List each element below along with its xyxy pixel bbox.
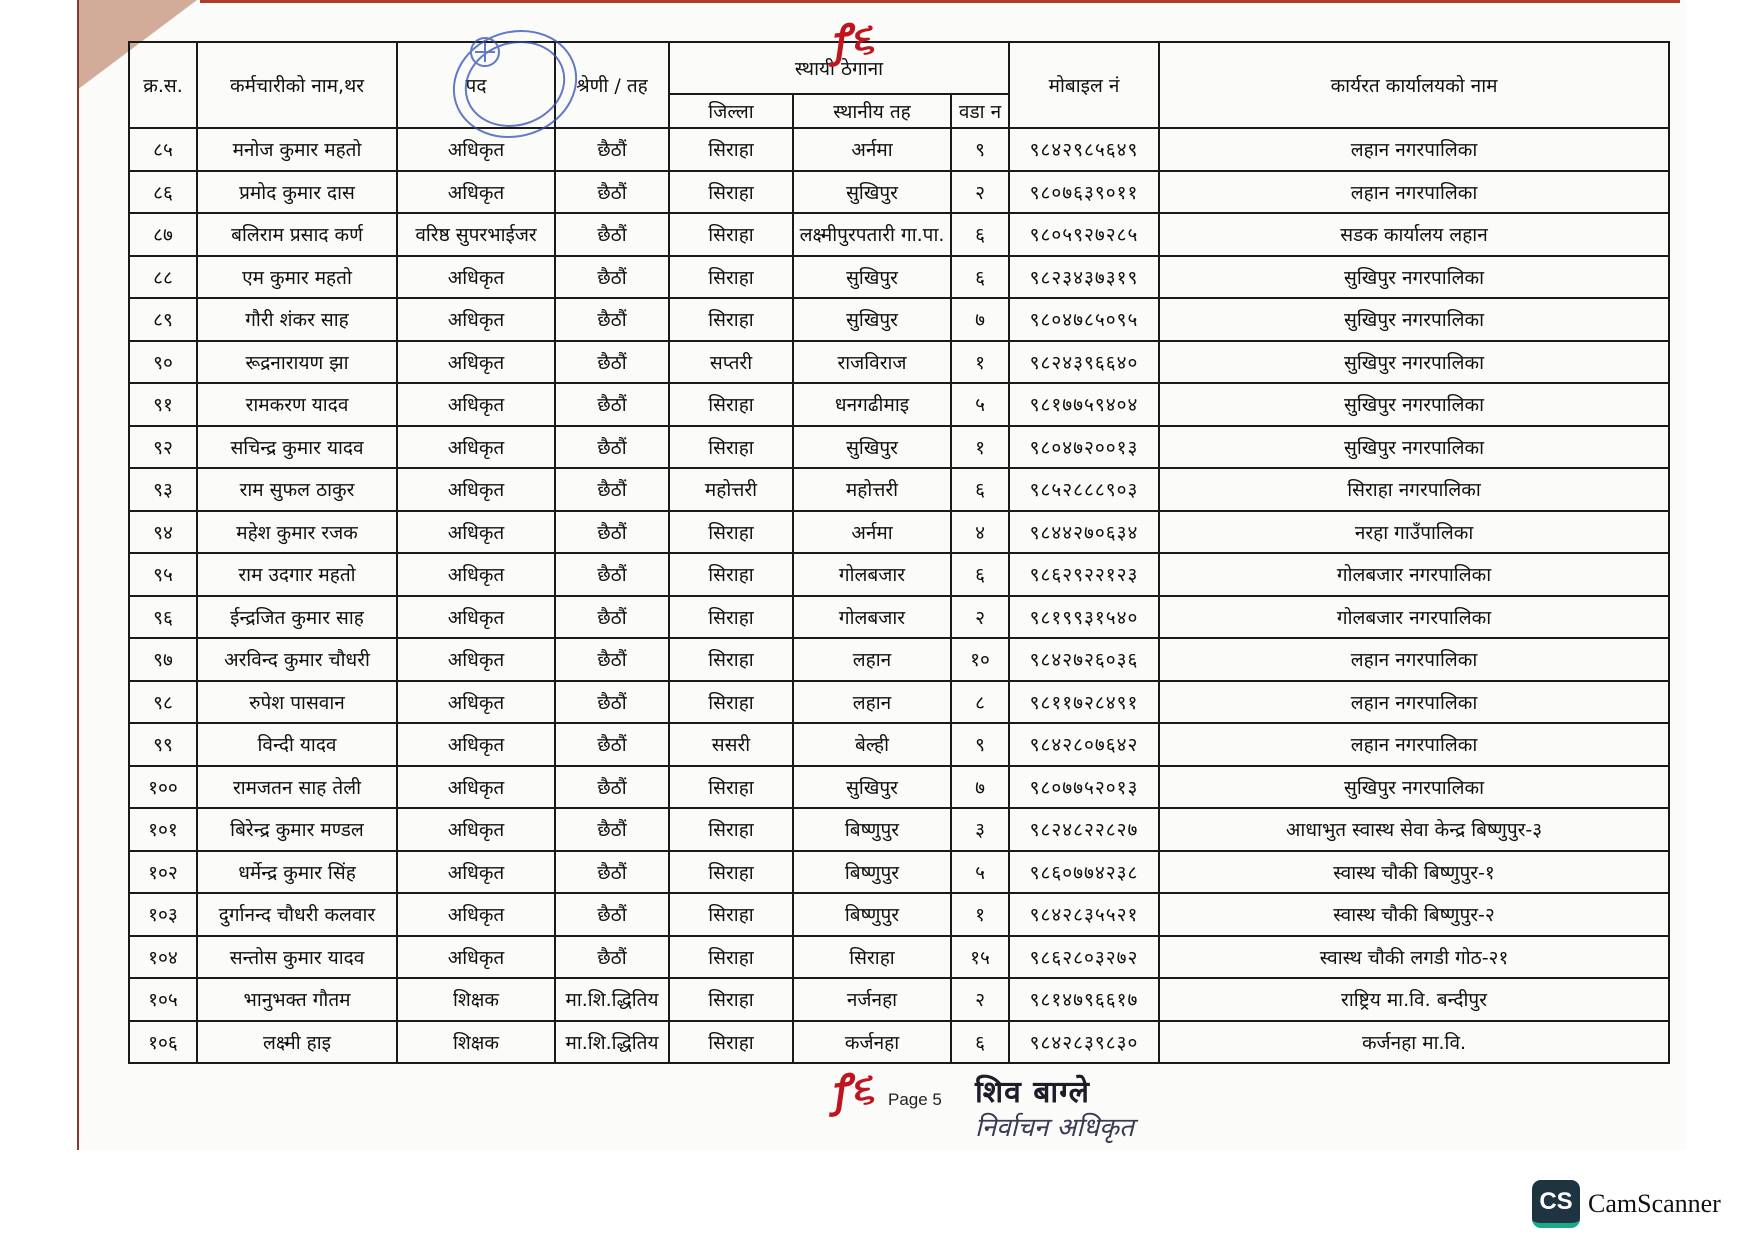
cell-name: अरविन्द कुमार चौधरी [197,638,397,681]
cell-district: सिराहा [669,426,793,469]
cell-district: सिराहा [669,213,793,256]
cell-mobile: ९८६०७७४२३८ [1009,851,1159,894]
cell-mobile: ९८१९९३१५४० [1009,596,1159,639]
cell-sn: १०५ [129,978,197,1021]
cell-district: सिराहा [669,808,793,851]
cell-office: लहान नगरपालिका [1159,128,1669,171]
cell-sn: ९४ [129,511,197,554]
cell-ward: ६ [951,256,1009,299]
cell-level: छैठौं [555,128,669,171]
table-row [129,213,1669,256]
cell-name: सन्तोस कुमार यादव [197,936,397,979]
cell-sn: ९० [129,341,197,384]
cell-post: अधिकृत [397,298,555,341]
cell-mobile: ९८२४८२२८२७ [1009,808,1159,851]
cell-level: छैठौं [555,511,669,554]
cell-name: प्रमोद कुमार दास [197,171,397,214]
initials-signature-bottom: ꝭ૬ [827,1062,876,1117]
cell-sn: ९२ [129,426,197,469]
cell-office: कर्जनहा मा.वि. [1159,1021,1669,1064]
table-row [129,1021,1669,1064]
cell-ward: ९ [951,723,1009,766]
table-row [129,341,1669,384]
staff-table [128,41,1670,1064]
cell-ward: २ [951,596,1009,639]
cell-sn: ९३ [129,468,197,511]
header-district: जिल्ला [669,94,793,128]
cell-sn: ९८ [129,681,197,724]
cell-sn: ८५ [129,128,197,171]
cell-sn: ८९ [129,298,197,341]
cell-ward: १ [951,341,1009,384]
cell-level: छैठौं [555,936,669,979]
cell-local: महोत्तरी [793,468,951,511]
cell-level: छैठौं [555,596,669,639]
cell-level: छैठौं [555,808,669,851]
cell-office: लहान नगरपालिका [1159,638,1669,681]
cell-ward: ५ [951,851,1009,894]
cell-local: बेल्ही [793,723,951,766]
cell-level: छैठौं [555,553,669,596]
cell-sn: १०६ [129,1021,197,1064]
table-row [129,893,1669,936]
cell-ward: ६ [951,468,1009,511]
cell-mobile: ९८११७२८४९१ [1009,681,1159,724]
cell-ward: १५ [951,936,1009,979]
cell-district: सिराहा [669,128,793,171]
cell-office: स्वास्थ चौकी बिष्णुपुर-२ [1159,893,1669,936]
cell-name: भानुभक्त गौतम [197,978,397,1021]
cell-district: सिराहा [669,171,793,214]
cell-local: धनगढीमाइ [793,383,951,426]
cell-level: छैठौं [555,681,669,724]
cell-office: नरहा गाउँपालिका [1159,511,1669,554]
cell-ward: १० [951,638,1009,681]
cell-district: सिराहा [669,383,793,426]
cell-sn: ९१ [129,383,197,426]
cell-sn: ९९ [129,723,197,766]
cell-name: एम कुमार महतो [197,256,397,299]
table-row [129,511,1669,554]
cell-sn: ८८ [129,256,197,299]
page-edge-top [200,0,1680,3]
cell-local: गोलबजार [793,596,951,639]
cell-name: रामकरण यादव [197,383,397,426]
cell-local: सुखिपुर [793,256,951,299]
cell-mobile: ९८४२८३९८३० [1009,1021,1159,1064]
staff-table-wrapper [128,41,1668,1064]
cell-office: स्वास्थ चौकी लगडी गोठ-२१ [1159,936,1669,979]
page-edge-left [77,0,79,1150]
cell-level: मा.शि.द्धितिय [555,978,669,1021]
cell-level: छैठौं [555,341,669,384]
cell-district: सिराहा [669,553,793,596]
cell-mobile: ९८०४७२००१३ [1009,426,1159,469]
cell-mobile: ९८६२९२२१२३ [1009,553,1159,596]
cell-name: दुर्गानन्द चौधरी कलवार [197,893,397,936]
cell-local: अर्नमा [793,511,951,554]
cell-post: अधिकृत [397,808,555,851]
cell-office: लहान नगरपालिका [1159,171,1669,214]
cell-mobile: ९८२३४३७३१९ [1009,256,1159,299]
cell-mobile: ९८५२८८८९०३ [1009,468,1159,511]
cell-office: आधाभुत स्वास्थ सेवा केन्द्र बिष्णुपुर-३ [1159,808,1669,851]
cell-name: सचिन्द्र कुमार यादव [197,426,397,469]
header-post: पद [397,42,555,128]
header-local: स्थानीय तह [793,94,951,128]
table-row [129,936,1669,979]
cell-name: राम सुफल ठाकुर [197,468,397,511]
header-name: कर्मचारीको नाम,थर [197,42,397,128]
cell-post: अधिकृत [397,171,555,214]
table-row [129,128,1669,171]
cell-post: अधिकृत [397,511,555,554]
cell-name: रामजतन साह तेली [197,766,397,809]
page-number: Page 5 [888,1090,942,1109]
cell-local: सुखिपुर [793,171,951,214]
cell-level: छैठौं [555,638,669,681]
cell-mobile: ९८६२८०३२७२ [1009,936,1159,979]
cell-ward: ७ [951,298,1009,341]
table-row [129,681,1669,724]
cell-office: गोलबजार नगरपालिका [1159,553,1669,596]
cell-sn: १०१ [129,808,197,851]
cell-mobile: ९८४४२७०६३४ [1009,511,1159,554]
table-row [129,383,1669,426]
cell-name: राम उदगार महतो [197,553,397,596]
cell-ward: ९ [951,128,1009,171]
cell-office: सुखिपुर नगरपालिका [1159,256,1669,299]
cell-district: सिराहा [669,681,793,724]
cell-ward: २ [951,978,1009,1021]
signer-title: निर्वाचन अधिकृत [975,1113,1134,1143]
cell-local: नर्जनहा [793,978,951,1021]
table-row [129,596,1669,639]
cell-level: छैठौं [555,851,669,894]
cell-post: अधिकृत [397,893,555,936]
cell-district: सिराहा [669,298,793,341]
cell-office: राष्ट्रिय मा.वि. बन्दीपुर [1159,978,1669,1021]
cell-name: धर्मेन्द्र कुमार सिंह [197,851,397,894]
table-row [129,808,1669,851]
cell-post: अधिकृत [397,766,555,809]
cell-sn: ८६ [129,171,197,214]
cell-mobile: ९८१४७९६६१७ [1009,978,1159,1021]
cell-mobile: ९८४२७२६०३६ [1009,638,1159,681]
cell-office: सुखिपुर नगरपालिका [1159,341,1669,384]
cell-local: बिष्णुपुर [793,893,951,936]
cell-local: सिराहा [793,936,951,979]
cell-level: छैठौं [555,213,669,256]
cell-name: महेश कुमार रजक [197,511,397,554]
official-stamp-seal [440,22,590,157]
cell-sn: ९५ [129,553,197,596]
cell-mobile: ९८०७७५२०१३ [1009,766,1159,809]
header-mobile: मोबाइल नं [1009,42,1159,128]
cell-post: अधिकृत [397,426,555,469]
cell-local: गोलबजार [793,553,951,596]
cell-post: शिक्षक [397,1021,555,1064]
cell-ward: ७ [951,766,1009,809]
cell-local: लक्ष्मीपुरपतारी गा.पा. [793,213,951,256]
cell-local: सुखिपुर [793,298,951,341]
cell-local: अर्नमा [793,128,951,171]
camscanner-watermark [1532,1180,1721,1228]
table-row [129,723,1669,766]
cell-ward: ३ [951,808,1009,851]
table-row [129,553,1669,596]
cell-ward: २ [951,171,1009,214]
cell-ward: १ [951,893,1009,936]
cell-mobile: ९८४२८३५५२१ [1009,893,1159,936]
table-row [129,978,1669,1021]
cell-mobile: ९८४२८०७६४२ [1009,723,1159,766]
table-row [129,256,1669,299]
cell-ward: ५ [951,383,1009,426]
cell-local: बिष्णुपुर [793,851,951,894]
cell-ward: १ [951,426,1009,469]
cell-post: अधिकृत [397,341,555,384]
cell-office: सुखिपुर नगरपालिका [1159,298,1669,341]
camscanner-label: CamScanner [1588,1189,1721,1218]
cell-local: सुखिपुर [793,766,951,809]
header-address: स्थायी ठेगाना [669,42,1009,94]
cell-post: अधिकृत [397,723,555,766]
cell-post: अधिकृत [397,638,555,681]
cell-local: लहान [793,681,951,724]
cell-name: रुपेश पासवान [197,681,397,724]
cell-post: अधिकृत [397,128,555,171]
cell-name: लक्ष्मी हाइ [197,1021,397,1064]
table-row [129,298,1669,341]
cell-district: सिराहा [669,511,793,554]
cell-level: छैठौं [555,468,669,511]
cell-ward: ८ [951,681,1009,724]
cell-local: बिष्णुपुर [793,808,951,851]
cell-post: वरिष्ठ सुपरभाईजर [397,213,555,256]
cell-district: सिराहा [669,638,793,681]
cell-post: अधिकृत [397,681,555,724]
cell-district: महोत्तरी [669,468,793,511]
cell-name: बिरेन्द्र कुमार मण्डल [197,808,397,851]
table-header-row [129,42,1669,94]
cell-name: बलिराम प्रसाद कर्ण [197,213,397,256]
cell-office: लहान नगरपालिका [1159,681,1669,724]
header-sn: क्र.स. [129,42,197,128]
table-body [129,128,1669,1063]
cell-level: छैठौं [555,426,669,469]
cell-local: सुखिपुर [793,426,951,469]
cell-post: अधिकृत [397,596,555,639]
cell-sn: १०० [129,766,197,809]
header-level: श्रेणी / तह [555,42,669,128]
cell-post: अधिकृत [397,851,555,894]
cell-name: रूद्रनारायण झा [197,341,397,384]
cell-office: गोलबजार नगरपालिका [1159,596,1669,639]
cell-mobile: ९८१७७५९४०४ [1009,383,1159,426]
cell-district: सिराहा [669,936,793,979]
initials-signature-top: ꝭ૬ [827,12,876,67]
table-row [129,766,1669,809]
table-row [129,171,1669,214]
cell-level: छैठौं [555,383,669,426]
cell-district: सिराहा [669,893,793,936]
cell-mobile: ९८४२९८५६४९ [1009,128,1159,171]
cell-district: सिराहा [669,256,793,299]
signer-name: शिव बाग्ले [975,1075,1090,1110]
cell-mobile: ९८०७६३९०११ [1009,171,1159,214]
cell-local: राजविराज [793,341,951,384]
cell-sn: ८७ [129,213,197,256]
cell-level: छैठौं [555,893,669,936]
cell-office: स्वास्थ चौकी बिष्णुपुर-१ [1159,851,1669,894]
header-office: कार्यरत कार्यालयको नाम [1159,42,1669,128]
cell-district: सिराहा [669,1021,793,1064]
table-row [129,468,1669,511]
cell-ward: ६ [951,553,1009,596]
cell-sn: १०३ [129,893,197,936]
cell-level: छैठौं [555,171,669,214]
cell-post: शिक्षक [397,978,555,1021]
cell-post: अधिकृत [397,553,555,596]
cell-office: सुखिपुर नगरपालिका [1159,426,1669,469]
cell-ward: ६ [951,1021,1009,1064]
cell-office: सुखिपुर नगरपालिका [1159,766,1669,809]
cell-name: गौरी शंकर साह [197,298,397,341]
cell-mobile: ९८०४७८५०९५ [1009,298,1159,341]
cell-district: ससरी [669,723,793,766]
cell-post: अधिकृत [397,383,555,426]
cell-sn: ९६ [129,596,197,639]
cell-local: लहान [793,638,951,681]
cell-post: अधिकृत [397,468,555,511]
cell-ward: ६ [951,213,1009,256]
cell-name: मनोज कुमार महतो [197,128,397,171]
cell-district: सिराहा [669,978,793,1021]
cell-office: सुखिपुर नगरपालिका [1159,383,1669,426]
cell-local: कर्जनहा [793,1021,951,1064]
cell-office: सिराहा नगरपालिका [1159,468,1669,511]
cell-level: छैठौं [555,256,669,299]
cell-level: मा.शि.द्धितिय [555,1021,669,1064]
cell-district: सप्तरी [669,341,793,384]
table-row [129,638,1669,681]
table-row [129,851,1669,894]
cell-ward: ४ [951,511,1009,554]
table-row [129,426,1669,469]
cell-level: छैठौं [555,766,669,809]
cell-office: लहान नगरपालिका [1159,723,1669,766]
cell-office: सडक कार्यालय लहान [1159,213,1669,256]
cell-name: ईन्द्रजित कुमार साह [197,596,397,639]
cell-mobile: ९८०५९२७२८५ [1009,213,1159,256]
cell-district: सिराहा [669,851,793,894]
cell-sn: ९७ [129,638,197,681]
cell-name: विन्दी यादव [197,723,397,766]
cell-district: सिराहा [669,766,793,809]
cell-post: अधिकृत [397,256,555,299]
header-ward: वडा न [951,94,1009,128]
cell-sn: १०२ [129,851,197,894]
cell-level: छैठौं [555,723,669,766]
camscanner-logo-icon: CS [1532,1180,1580,1228]
cell-sn: १०४ [129,936,197,979]
cell-post: अधिकृत [397,936,555,979]
cell-district: सिराहा [669,596,793,639]
cell-level: छैठौं [555,298,669,341]
cell-mobile: ९८२४३९६६४० [1009,341,1159,384]
